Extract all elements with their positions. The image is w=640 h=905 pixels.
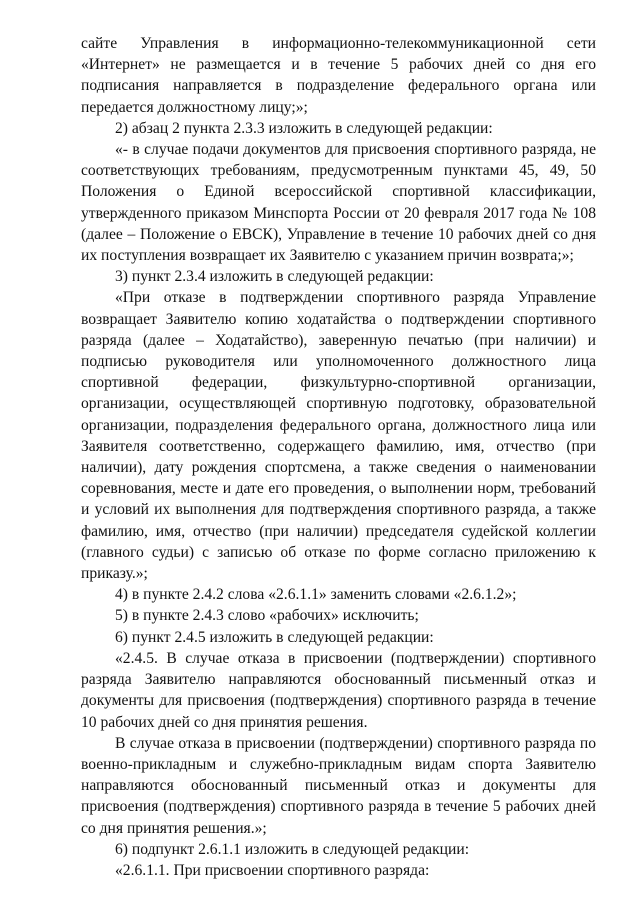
paragraph-8: 6) пункт 2.4.5 изложить в следующей редакции: xyxy=(115,628,434,646)
paragraph-3: «- в случае подачи документов для присвоения спортивного разряда, не соответствующих требованиям, предусмотренным пунктами 45, 49, 50 Положения о Единой всероссийской спортивной классификации, утвержденного приказом Минспорта России от 20 февраля 2017 года № 108 (далее – Положение о ЕВСК), Управление в течение 10 рабочих дней со дня их поступления возвращает их Заявителю с указанием причин возврата;»; xyxy=(81,141,596,265)
paragraph-5: «При отказе в подтверждении спортивного разряда Управление возвращает Заявителю копию ходатайства о подтверждении спортивного разряда (далее – Ходатайство), заверенную печатью (при наличии) и подписью руководителя или уполномоченного должностного лица спортивной федерации, физкультурно-спортивной организации, организации, осуществляющей спортивную подготовку, образовательной организации, подразделения федерального органа, должностного лица или Заявителя соответственно, содержащего фамилию, имя, отчество (при наличии), дату рождения спортсмена, а также сведения о наименовании соревнования, месте и дате его проведения, о выполнении норм, требований и условий их выполнения для подтверждения спортивного разряда, а также фамилию, имя, отчество (при наличии) председателя судейской коллегии (главного судьи) с записью об отказе по форме согласно приложению к приказу.»; xyxy=(81,289,596,583)
paragraph-2: 2) абзац 2 пункта 2.3.3 изложить в следующей редакции: xyxy=(115,119,493,137)
paragraph-10: В случае отказа в присвоении (подтверждении) спортивного разряда по военно-прикладным и служебно-прикладным видам спорта Заявителю направляются обоснованный письменный отказ и документы для присвоения (подтверждения) спортивного разряда в течение 5 рабочих дней со дня принятия решения.»; xyxy=(81,734,596,837)
paragraph-1: сайте Управления в информационно-телекоммуникационной сети «Интернет» не размещается и в течение 5 рабочих дней со дня его подписания направляется в подразделение федерального органа или передается должностному лицу;»; xyxy=(81,35,596,116)
paragraph-9: «2.4.5. В случае отказа в присвоении (подтверждении) спортивного разряда Заявителю направляются обоснованный письменный отказ и документы для присвоения (подтверждения) спортивного разряда в течение 10 рабочих дней со дня принятия решения. xyxy=(81,649,596,731)
paragraph-4: 3) пункт 2.3.4 изложить в следующей редакции: xyxy=(115,268,434,286)
paragraph-6: 4) в пункте 2.4.2 слова «2.6.1.1» заменить словами «2.6.1.2»; xyxy=(115,586,517,604)
paragraph-11: 6) подпункт 2.6.1.1 изложить в следующей редакции: xyxy=(115,840,470,858)
paragraph-7: 5) в пункте 2.4.3 слово «рабочих» исключить; xyxy=(115,607,419,625)
paragraph-12: «2.6.1.1. При присвоении спортивного разряда: xyxy=(115,861,430,879)
